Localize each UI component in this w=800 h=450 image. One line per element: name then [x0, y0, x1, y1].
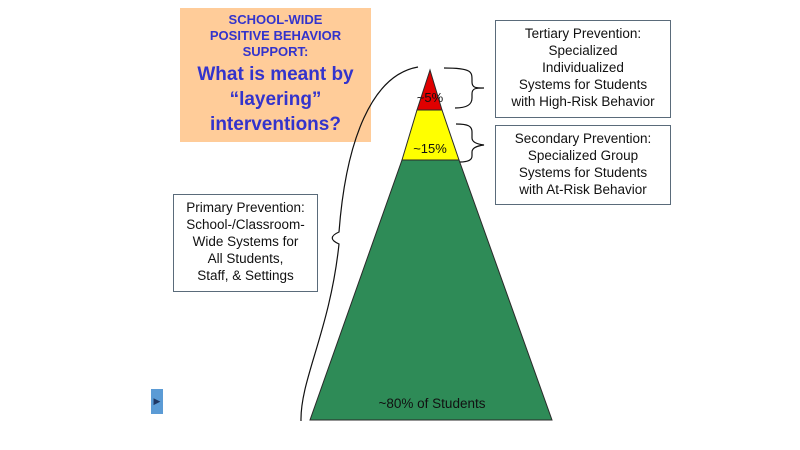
- tertiary-brace: [444, 68, 484, 108]
- secondary-prevention-callout: Secondary Prevention: Specialized Group Systems for Students with At-Risk Behavior: [495, 125, 671, 205]
- title-subtitle: SCHOOL-WIDE POSITIVE BEHAVIOR SUPPORT:: [209, 12, 342, 59]
- secondary-brace: [456, 124, 484, 162]
- tier-primary-label: ~80% of Students: [378, 396, 486, 411]
- primary-prevention-callout: Primary Prevention: School-/Classroom- Wide Systems for All Students, Staff, & Settings: [173, 194, 318, 292]
- play-icon[interactable]: ▶: [151, 389, 163, 414]
- title-question: What is meant by “layering” interventions?: [197, 64, 354, 135]
- tier-tertiary-label: ~5%: [416, 90, 444, 105]
- tier-secondary-label: ~15%: [413, 141, 447, 156]
- tertiary-prevention-callout: Tertiary Prevention: Specialized Individualized Systems for Students with High-Risk Behavior: [495, 20, 671, 118]
